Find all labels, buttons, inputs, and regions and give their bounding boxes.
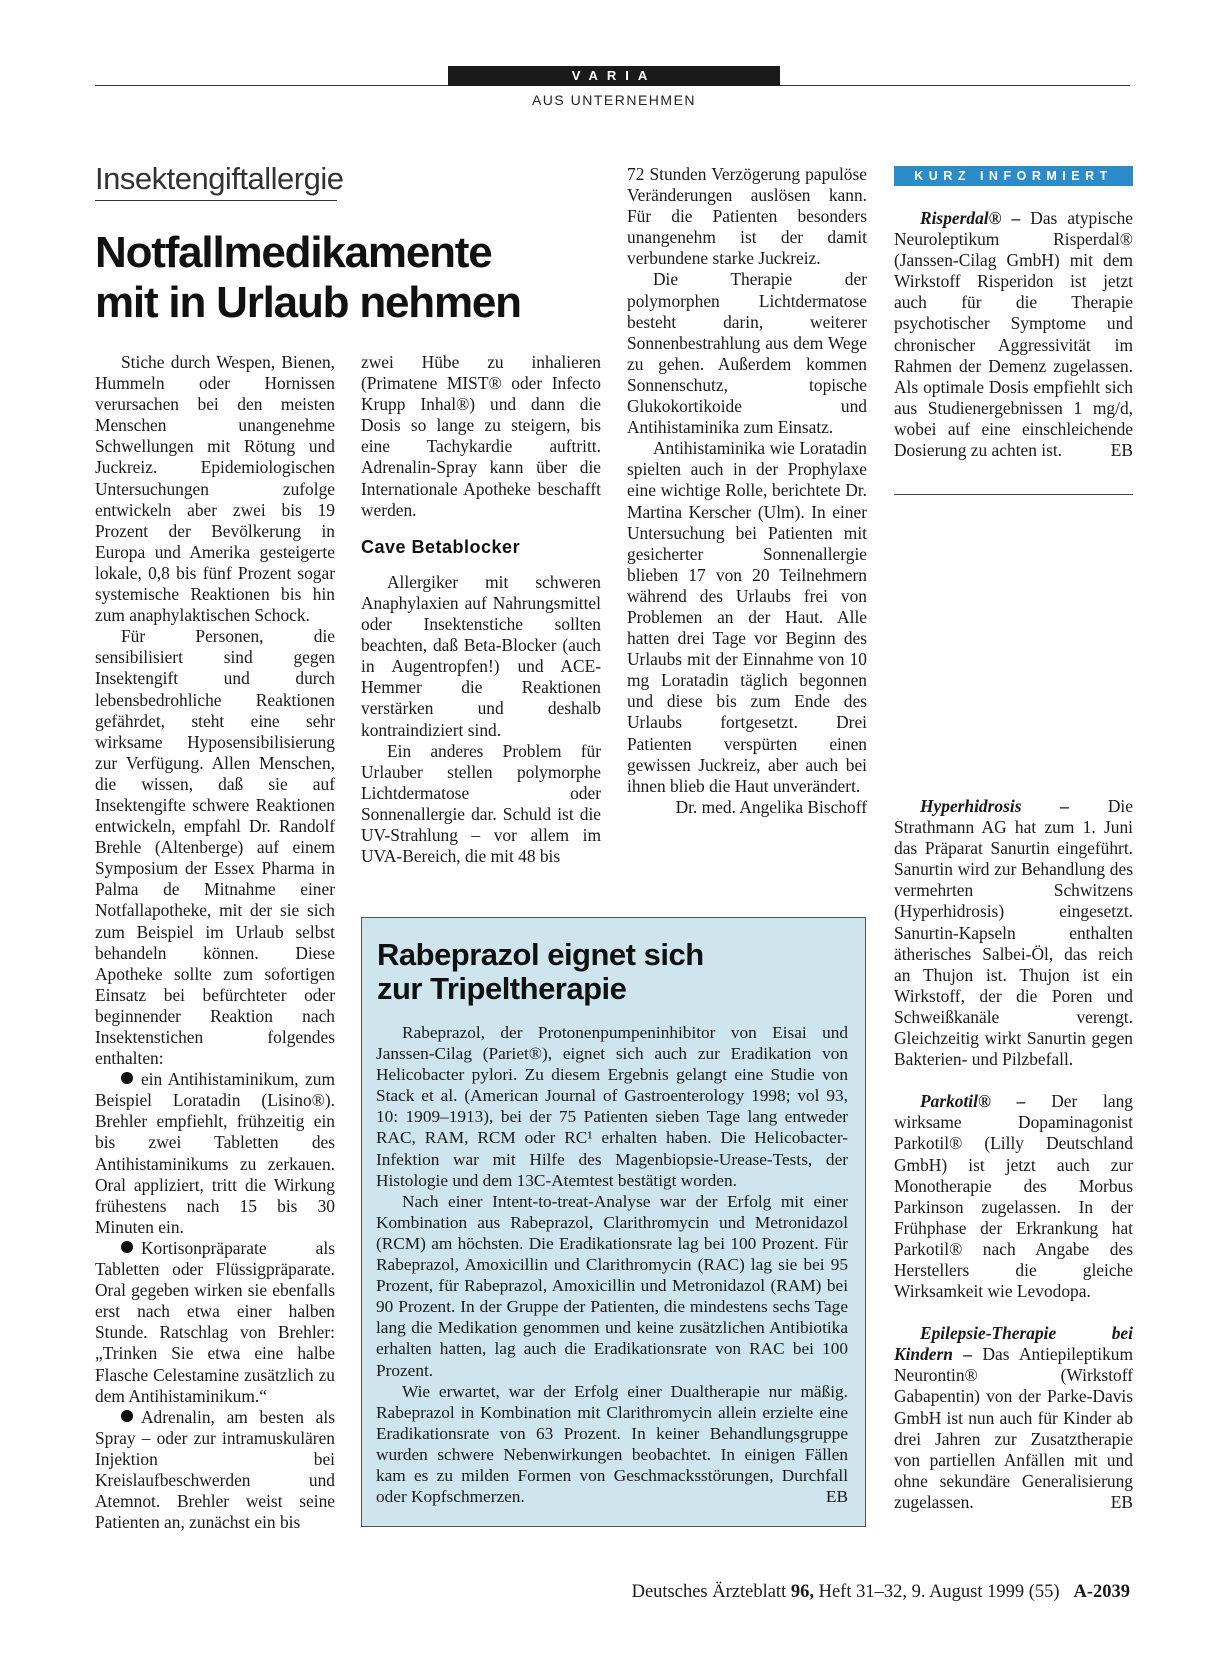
paragraph: Nach einer Intent-to-treat-Analyse war der Erfolg mit einer Kombination aus Rabeprazol, Clarithromycin und Metronidazol (RCM) am höchsten. Die Eradikationsrate lag bei 100 Prozent. Für Rabeprazol, Amoxicillin und Clarithromycin (RAC) lag sie bei 95 Prozent, für Rabeprazol, Amoxicillin und Metronidazol (RAM) bei 90 Prozent. In der Gruppe der Patienten, die mindestens sechs Tage lang die Medikation genommen und keine zusätzlichen Antibiotika erhalten hatten, lag auch die Eradikationsrate von RAC bei 100 Prozent. — [376, 1191, 848, 1380]
paragraph: Stiche durch Wespen, Bienen, Hummeln oder Hornissen verursachen bei den meisten Menschen unangenehme Schwellungen mit Rötung und Juckreiz. Epidemiologischen Untersuchungen zufolge entwickeln aber zwei bis 19 Prozent der Bevölkerung in Europa und Amerika gesteigerte lokale, 0,8 bis fünf Prozent sogar systemische Reaktionen bis hin zum anaphylaktischen Schock. — [95, 352, 335, 626]
section-label: VARIA — [448, 66, 780, 86]
kurz-column-top — [894, 208, 1133, 461]
kurz-item-risperdal: Risperdal® – Das atypische Neuroleptikum Risperdal® (Janssen-Cilag GmbH) mit dem Wirkstoff Risperidon ist jetzt auch für die Therapie psychotischer Symptome und chronischer Aggressivität im Rahmen der Demenz zugelassen. Als optimale Dosis empfiehlt sich aus Studienergebnissen 1 mg/d, wobei auf eine einschleichende Dosierung zu achten ist. EB — [894, 208, 1133, 461]
article-column-1 — [95, 352, 335, 1533]
kurz-item-parkotil: Parkotil® – Der lang wirksame Dopaminagonist Parkotil® (Lilly Deutschland GmbH) ist jetzt auch zur Monotherapie des Morbus Parkinson zugelassen. In der Frühphase der Erkrankung hat Parkotil® nach Angabe des Herstellers die gleiche Wirksamkeit wie Levodopa. — [894, 1091, 1133, 1302]
author-initials: EB — [825, 1487, 848, 1507]
paragraph: 72 Stunden Verzögerung papulöse Veränderungen auslösen kann. Für die Patienten besonders unangenehm ist der damit verbundene starke Juckreiz. — [627, 164, 867, 269]
article-headline — [95, 228, 615, 328]
paragraph: Wie erwartet, war der Erfolg einer Dualtherapie nur mäßig. Rabeprazol in Kombination mit Clarithromycin allein erzielte eine Eradikationsrate von 63 Prozent. In keiner Behandlungsgruppe wurden schwere Nebenwirkungen beobachtet. In einigen Fällen kam es zu milden Formen von Geschmacksstörungen, Durchfall oder Kopfschmerzen. EB — [376, 1381, 848, 1507]
headline-line-1: Notfallmedikamente — [95, 228, 492, 277]
kurz-informiert-label: KURZ INFORMIERT — [894, 166, 1133, 186]
headline-line-2: mit in Urlaub nehmen — [95, 278, 521, 327]
issue-info: Heft 31–32, 9. August 1999 (55) — [818, 1582, 1060, 1602]
article-column-2 — [361, 352, 601, 867]
paragraph: Antihistaminika wie Loratadin spielten auch in der Prophylaxe eine wichtige Rolle, berichtete Dr. Martina Kerscher (Ulm). In einer Untersuchung bei Patienten mit gesicherter Sonnenallergie blieben 17 von 20 Teilnehmern während des Urlaubs frei von Problemen an der Haut. Alle hatten drei Tage vor Beginn des Urlaubs mit der Einnahme von 10 mg Loratadin täglich begonnen und diese bis zum Ende des Urlaubs fortgesetzt. Drei Patienten verspürten einen gewissen Juckreiz, aber auch bei ihnen blieb die Haut unverändert. — [627, 438, 867, 796]
author-byline: Dr. med. Angelika Bischoff — [675, 796, 867, 817]
page-footer — [500, 1582, 1130, 1603]
article-column-3 — [627, 164, 867, 818]
bullet-icon — [121, 1410, 133, 1422]
paragraph: Rabeprazol, der Protonenpumpeninhibitor von Eisai und Janssen-Cilag (Pariet®), eignet sich auch zur Eradikation von Helicobacter pylori. Zu diesem Ergebnis gelangt eine Studie von Stack et al. (American Journal of Gastroenterology 1998; vol 93, 10: 1909–1913), bei der 75 Patienten sieben Tage lang entweder RAC, RAM, RCM oder RC¹ erhalten haben. Die Helicobacter-Infektion war mit Hilfe des Magenbiopsie-Urease-Tests, der Histologie und dem 13C-Atemtest bestätigt worden. — [376, 1023, 848, 1190]
kurz-item-title: Parkotil® – — [920, 1091, 1026, 1112]
paragraph: zwei Hübe zu inhalieren (Primatene MIST® oder Infecto Krupp Inhal®) und dann die Dosis so lange zu steigern, bis eine Tachykardie auftritt. Adrenalin-Spray kann über die Internationale Apotheke beschafft werden. — [361, 352, 601, 520]
kurz-item-title: Hyperhidrosis – — [920, 796, 1070, 816]
kurz-divider — [894, 494, 1133, 495]
box-body — [376, 1022, 848, 1507]
kurz-item-epilepsie: Epilepsie-Therapie bei Kindern – Das Antiepileptikum Neurontin® (Wirkstoff Gabapentin) von der Parke-Davis GmbH ist nun auch für Kinder ab drei Jahren zur Zusatztherapie von partiellen Anfällen mit und ohne sekundäre Generalisierung zugelassen. EB — [894, 1323, 1133, 1512]
box-title: Rabeprazol eignet sich zur Tripeltherapie — [377, 937, 704, 1006]
kurz-item-title: Epilepsie-Therapie bei Kindern – — [894, 1323, 1133, 1365]
article-kicker: Insektengiftallergie — [95, 160, 337, 201]
paragraph: Ein anderes Problem für Urlauber stellen polymorphe Lichtdermatose oder Sonnenallergie dar. Schuld ist die UV-Strahlung – vor allem im UVA-Bereich, die mit 48 bis — [361, 740, 601, 867]
kurz-item-hyperhidrosis: Hyperhidrosis – Die Strathmann AG hat zum 1. Juni das Präparat Sanurtin eingeführt. Sanurtin wird zur Behandlung des vermehrten Schwitzens (Hyperhidrosis) eingesetzt. Sanurtin-Kapseln enthalten ätherisches Salbei-Öl, das reich an Thujon ist. Thujon ist ein Wirkstoff, der die Poren und Schweißkanäle verengt. Gleichzeitig wirkt Sanurtin gegen Bakterien- und Pilzbefall. — [894, 796, 1133, 1070]
bullet-item: Adrenalin, am besten als Spray – oder zur intramuskulären Injektion bei Kreislaufbeschwerden und Atemnot. Brehler weist seine Patienten an, zunächst ein bis — [95, 1406, 335, 1533]
page-number: A-2039 — [1073, 1582, 1130, 1602]
paragraph: Die Therapie der polymorphen Lichtdermatose besteht darin, weiterer Sonnenbestrahlung aus dem Wege zu gehen. Außerdem kommen Sonnenschutz, topische Glukokortikoide und Antihistaminika zum Einsatz. — [627, 269, 867, 438]
author-initials: EB — [1110, 1491, 1133, 1512]
subheading: Cave Betablocker — [361, 536, 521, 557]
bullet-item: ein Antihistaminikum, zum Beispiel Loratadin (Lisino®). Brehler empfiehlt, frühzeitig ein bis zwei Tabletten des Antihistaminikums zu zerkauen. Oral appliziert, tritt die Wirkung frühestens nach 15 bis 30 Minuten ein. — [95, 1069, 335, 1237]
kurz-item-title: Risperdal® – — [920, 208, 1021, 228]
bullet-icon — [121, 1241, 133, 1253]
kurz-column-bottom — [894, 796, 1133, 1513]
paragraph: Allergiker mit schweren Anaphylaxien auf Nahrungsmittel oder Insektenstiche sollten beachten, daß Beta-Blocker (auch in Augentropfen!) und ACE-Hemmer die Reaktionen verstärken und deshalb kontraindiziert sind. — [361, 571, 601, 740]
paragraph: Für Personen, die sensibilisiert sind gegen Insektengift und durch lebensbedrohliche Reaktionen gefährdet, steht eine sehr wirksame Hyposensibilisierung zur Verfügung. Allen Menschen, die wissen, daß sie auf Insektengifte schwere Reaktionen entwickeln, empfahl Dr. Randolf Brehle (Altenberge) auf einem Symposium der Essex Pharma in Palma de Mitnahme einer Notfallapotheke, mit der sie sich zum Beispiel im Urlaub selbst behandeln können. Diese Apotheke sollte zum sofortigen Einsatz bei befürchteter oder beginnender Reaktion nach Insektenstichen folgendes enthalten: — [95, 626, 335, 1069]
bullet-item: Kortisonpräparate als Tabletten oder Flüssigpräparate. Oral gegeben wirken sie ebenfalls erst nach etwa einer halben Stunde. Ratschlag von Brehler: „Trinken Sie etwa eine halbe Flasche Celestamine zusätzlich zu dem Antihistaminikum.“ — [95, 1237, 335, 1406]
subsection-label: AUS UNTERNEHMEN — [531, 92, 697, 108]
journal-name: Deutsches Ärzteblatt — [631, 1582, 787, 1602]
bullet-icon — [121, 1072, 133, 1084]
author-initials: EB — [1110, 440, 1133, 461]
volume-number: 96, — [790, 1582, 814, 1602]
